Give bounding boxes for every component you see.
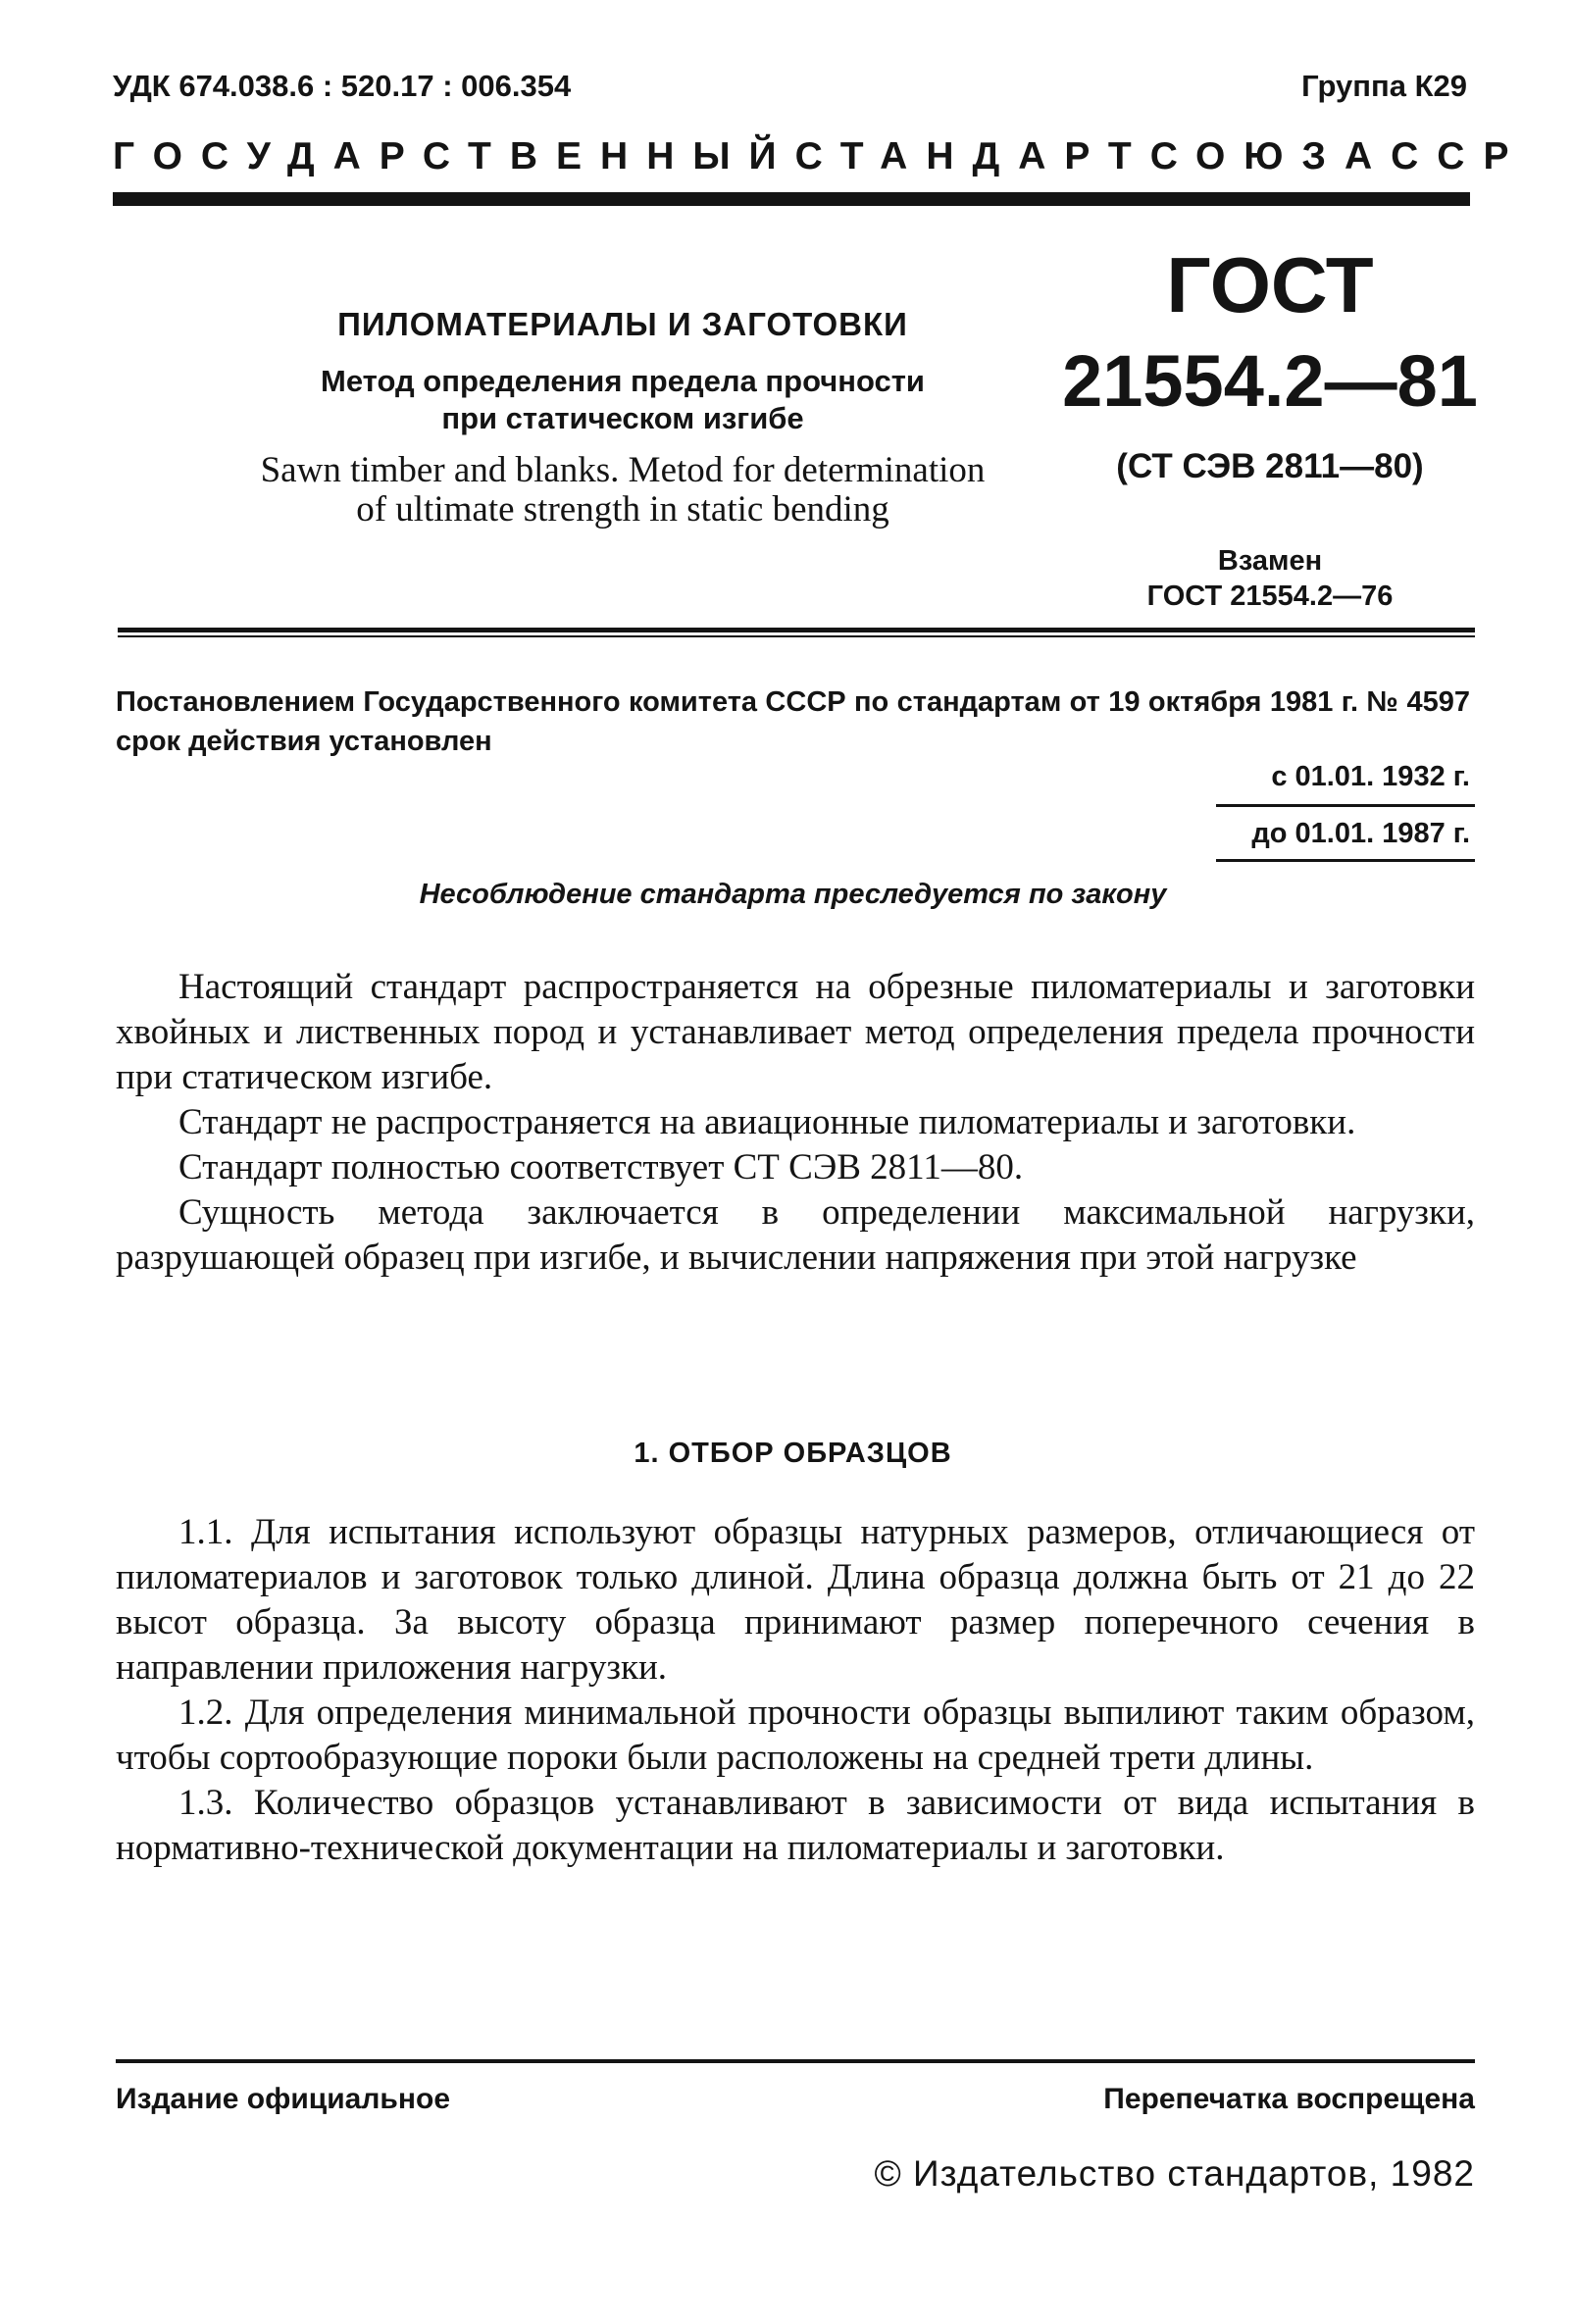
intro-paragraph: Настоящий стандарт распространяется на обрезные пиломатериалы и заготовки хвойных и лиственных пород и устанавливает метод определения предела прочности при статическом изгибе.: [116, 967, 1475, 1097]
english-title: [221, 451, 1025, 530]
title-divider: [118, 628, 1475, 632]
document-title: ПИЛОМАТЕРИАЛЫ И ЗАГОТОВКИ: [337, 306, 908, 342]
replace-value: ГОСТ 21554.2—76: [1146, 581, 1394, 612]
section-1-body: [116, 1510, 1475, 1871]
banner-word-1: ГОСУДАРСТВЕННЫЙ: [113, 135, 795, 177]
intro-paragraph: Сущность метода заключается в определении максимальной нагрузки, разрушающей образец при изгибе, и вычислении напряжения при этой нагрузке: [116, 1192, 1475, 1278]
clause-paragraph: 1.3. Количество образцов устанавливают в зависимости от вида испытания в нормативно-технической документации на пиломатериалы и заготовки.: [116, 1783, 1475, 1868]
document-subtitle: [221, 363, 1025, 437]
gost-block: [1054, 243, 1486, 614]
clause-paragraph: 1.2. Для определения минимальной прочности образцы выпилиют таким образом, чтобы сортообразующие пороки были расположены на средней трети длины.: [116, 1692, 1475, 1778]
gost-number: 21554.2—81: [1062, 340, 1478, 422]
reprint-prohibited-label: Перепечатка воспрещена: [1103, 2083, 1475, 2115]
valid-from-date: с 01.01. 1932 г.: [1271, 761, 1470, 792]
banner-word-2: СТАНДАРТ: [794, 135, 1150, 177]
header-divider: [113, 192, 1470, 206]
title-block: [221, 306, 1025, 530]
state-standard-banner: [113, 135, 1528, 178]
gost-word: ГОСТ: [1166, 241, 1374, 328]
valid-to-underline: [1216, 859, 1475, 862]
subtitle-line-1: Метод определения предела прочности: [321, 364, 925, 398]
decree-text: Постановлением Государственного комитета СССР по стандартам от 19 октября 1981 г. № 4597 срок действия установлен: [116, 686, 1470, 757]
udk-code: УДК 674.038.6 : 520.17 : 006.354: [113, 69, 572, 103]
replace-label: Взамен: [1217, 545, 1323, 577]
group-code: Группа К29: [1301, 69, 1467, 103]
sev-reference: (СТ СЭВ 2811—80): [1116, 447, 1424, 485]
banner-word-4: ССР: [1391, 135, 1528, 177]
section-heading: 1. ОТБОР ОБРАЗЦОВ: [634, 1438, 952, 1469]
intro-paragraph: Стандарт не распространяется на авиационные пиломатериалы и заготовки.: [178, 1102, 1356, 1142]
copyright-notice: © Издательство стандартов, 1982: [874, 2153, 1475, 2194]
footer-divider: [116, 2059, 1475, 2063]
english-title-line-1: Sawn timber and blanks. Metod for determination: [260, 450, 986, 490]
clause-paragraph: 1.1. Для испытания используют образцы натурных размеров, отличающиеся от пиломатериалов и заготовок только длиной. Длина образца должна быть от 21 до 22 высот образца. За высоту образца принимают размер поперечного сечения в направлении приложения нагрузки.: [116, 1512, 1475, 1688]
intro-paragraph: Стандарт полностью соответствует СТ СЭВ 2811—80.: [178, 1147, 1024, 1187]
title-divider-thin: [118, 635, 1475, 637]
intro-section: [116, 965, 1475, 1281]
valid-to-date: до 01.01. 1987 г.: [1251, 818, 1470, 849]
official-edition-label: Издание официальное: [116, 2083, 451, 2115]
legal-warning: Несоблюдение стандарта преследуется по закону: [419, 879, 1167, 910]
banner-word-3: СОЮЗА: [1149, 135, 1392, 177]
subtitle-line-2: при статическом изгибе: [441, 401, 804, 435]
english-title-line-2: of ultimate strength in static bending: [356, 489, 889, 530]
replaces-standard: [1054, 543, 1486, 614]
valid-from-underline: [1216, 804, 1475, 807]
